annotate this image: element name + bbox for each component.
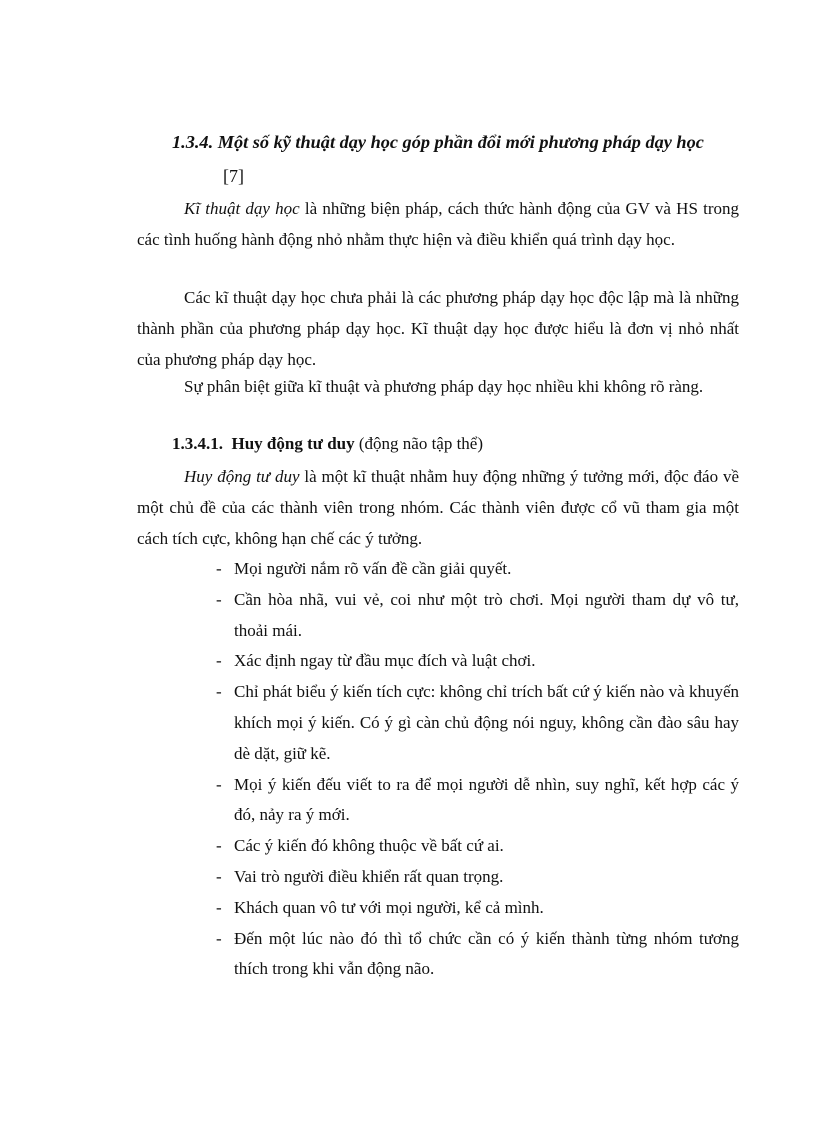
dash-marker: - [216,589,222,609]
term-huy-dong-tu-duy: Huy động tư duy [184,467,300,486]
list-item-text: Vai trò người điều khiển rất quan trọng. [234,866,504,886]
list-item [216,831,739,862]
subsection-heading [172,433,483,455]
list-item [216,646,739,677]
term-ki-thuat-day-hoc: Kĩ thuật dạy học [184,199,300,218]
list-item [216,893,739,924]
list-item-text: Mọi người nắm rõ vấn đề cần giải quyết. [234,559,512,578]
subsection-number: 1.3.4.1. [172,434,223,453]
list-item [216,554,739,585]
list-item [216,924,739,986]
list-item-text: Các ý kiến đó không thuộc về bất cứ ai. [234,836,504,856]
list-item-text: Đến một lúc nào đó thì tổ chức cần có ý kiến thành từng nhóm tương thích trong khi vẫn động não. [234,928,739,979]
paragraph-definition [137,194,739,256]
section-heading: 1.3.4. Một số kỹ thuật dạy học góp phần đổi mới phương pháp dạy học [172,132,704,152]
list-item-text: Chỉ phát biểu ý kiến tích cực: không chỉ trích bất cứ ý kiến nào và khuyến khích mọi ý kiến. Có ý gì càn chủ động nói nguy, không cần đào sâu hay dè dặt, giữ kẽ. [234,682,739,763]
dash-marker: - [216,651,222,671]
dash-marker: - [216,774,222,794]
paragraph-brainstorm-intro [137,462,739,554]
subsection-note: (động não tập thể) [358,434,484,453]
dash-marker: - [216,897,222,917]
list-item [216,862,739,893]
dash-marker: - [216,928,222,948]
list-item [216,677,739,769]
dash-marker: - [216,866,222,886]
list-item-text: Mọi ý kiến đếu viết to ra để mọi người dễ nhìn, suy nghĩ, kết hợp các ý đó, nảy ra ý mới. [234,774,739,825]
dash-marker: - [216,559,222,578]
subsection-title: Huy động tư duy [231,434,355,453]
list-item [216,585,739,647]
list-item [216,770,739,832]
list-item-text: Xác định ngay từ đầu mục đích và luật chơi. [234,651,536,671]
dash-marker: - [216,836,222,856]
definition-text: là những biện pháp, cách thức hành động của GV và HS trong các tình huống hành động nhỏ nhằm thực hiện và điều khiển quá trình dạy học. [137,199,739,249]
brainstorm-definition: là một kĩ thuật nhằm huy động những ý tưởng mới, độc đáo về một chủ đề của các thành viên trong nhóm. Các thành viên được cổ vũ tham gia một cách tích cực, không hạn chế các ý tưởng. [137,467,739,548]
rules-list [216,554,739,985]
list-item-text: Khách quan vô tư với mọi người, kể cả mình. [234,897,544,917]
list-item-text: Cần hòa nhã, vui vẻ, coi như một trò chơi. Mọi người tham dự vô tư, thoải mái. [234,589,739,640]
paragraph-components: Các kĩ thuật dạy học chưa phải là các phương pháp dạy học độc lập mà là những thành phần của phương pháp dạy học. Kĩ thuật dạy học được hiểu là đơn vị nhỏ nhất của phương pháp dạy học. [137,288,739,369]
section-reference: [7] [223,166,244,186]
dash-marker: - [216,682,222,702]
paragraph-distinction: Sự phân biệt giữa kĩ thuật và phương pháp dạy học nhiều khi không rõ ràng. [184,377,704,396]
